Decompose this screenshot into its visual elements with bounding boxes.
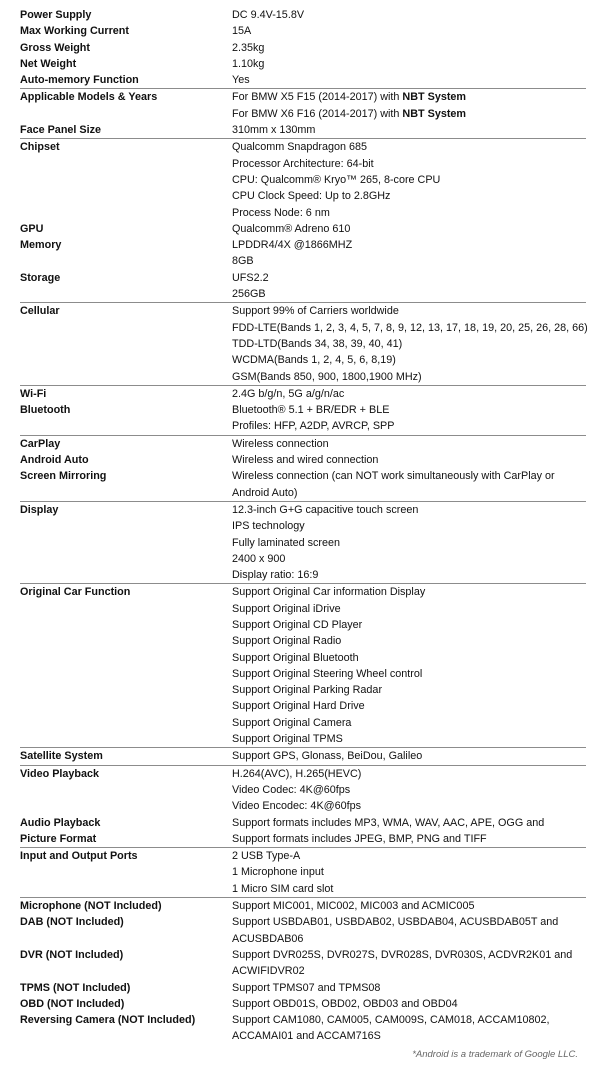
spec-value: 2400 x 900 xyxy=(232,552,286,565)
spec-label: Reversing Camera (NOT Included) xyxy=(20,1014,196,1027)
spec-value-cell xyxy=(232,7,586,23)
spec-row-android-auto xyxy=(20,452,586,468)
spec-label: Net Weight xyxy=(20,57,77,70)
spec-value: 12.3-inch G+G capacitive touch screen xyxy=(232,503,419,516)
spec-value xyxy=(232,106,586,122)
spec-value: Processor Architecture: 64-bit xyxy=(232,157,374,170)
spec-row-face-panel-size xyxy=(20,122,586,138)
spec-value: Qualcomm Snapdragon 685 xyxy=(232,141,368,154)
spec-value: 15A xyxy=(232,25,252,38)
spec-value: Yes xyxy=(232,74,250,87)
spec-value: Support Original TPMS xyxy=(232,733,343,746)
spec-value-cell xyxy=(232,848,586,897)
spec-label: Chipset xyxy=(20,141,60,154)
spec-value-cell xyxy=(232,89,586,122)
spec-label-cell xyxy=(20,7,232,23)
spec-value: Qualcomm® Adreno 610 xyxy=(232,222,351,235)
spec-value: Process Node: 6 nm xyxy=(232,206,330,219)
spec-value: FDD-LTE(Bands 1, 2, 3, 4, 5, 7, 8, 9, 12, 13, 17, 18, 19, 20, 25, 26, 28, 66) xyxy=(232,321,588,334)
spec-value: 1 Micro SIM card slot xyxy=(232,882,334,895)
spec-label: Memory xyxy=(20,239,62,252)
spec-value-cell xyxy=(232,914,586,947)
spec-value: 310mm x 130mm xyxy=(232,124,316,137)
spec-row-dab-not-included xyxy=(20,914,586,947)
spec-row-obd-not-included xyxy=(20,996,586,1012)
spec-value-cell xyxy=(232,980,586,996)
spec-value-cell xyxy=(232,122,586,138)
spec-row-original-car-function xyxy=(20,583,586,747)
spec-row-input-and-output-ports xyxy=(20,847,586,897)
spec-row-net-weight xyxy=(20,56,586,72)
spec-row-auto-memory-function xyxy=(20,72,586,88)
spec-label: CarPlay xyxy=(20,437,61,450)
spec-value: Wireless and wired connection xyxy=(232,454,379,467)
spec-label: Wi-Fi xyxy=(20,387,47,400)
spec-value: Bluetooth® 5.1 + BR/EDR + BLE xyxy=(232,404,390,417)
spec-value-cell xyxy=(232,221,586,237)
spec-label-cell xyxy=(20,766,232,815)
spec-value: ACWIFIDVR02 xyxy=(232,965,305,978)
spec-value-cell xyxy=(232,40,586,56)
spec-value-cell xyxy=(232,502,586,583)
spec-label-cell xyxy=(20,980,232,996)
spec-value: Fully laminated screen xyxy=(232,536,341,549)
spec-label-cell xyxy=(20,748,232,764)
spec-value-cell xyxy=(232,584,586,747)
spec-row-satellite-system xyxy=(20,747,586,764)
spec-value: WCDMA(Bands 1, 2, 4, 5, 6, 8,19) xyxy=(232,354,396,367)
spec-row-bluetooth xyxy=(20,402,586,435)
spec-label-cell xyxy=(20,56,232,72)
spec-label-cell xyxy=(20,303,232,384)
spec-label-cell xyxy=(20,898,232,914)
spec-label: TPMS (NOT Included) xyxy=(20,981,131,994)
spec-label: Android Auto xyxy=(20,454,89,467)
spec-row-applicable-models-years xyxy=(20,88,586,122)
spec-value-emphasis: NBT System xyxy=(402,107,467,120)
spec-label-cell xyxy=(20,584,232,747)
spec-row-tpms-not-included xyxy=(20,980,586,996)
spec-value: Video Encodec: 4K@60fps xyxy=(232,800,362,813)
spec-value-cell xyxy=(232,815,586,831)
spec-label: Display xyxy=(20,503,59,516)
spec-value: Wireless connection (can NOT work simultaneously with CarPlay or xyxy=(232,470,555,483)
spec-label-cell xyxy=(20,139,232,220)
spec-row-gross-weight xyxy=(20,40,586,56)
spec-label: Cellular xyxy=(20,305,60,318)
spec-label: Picture Format xyxy=(20,832,97,845)
spec-value-cell xyxy=(232,468,586,501)
spec-row-reversing-camera-not-included xyxy=(20,1012,586,1045)
spec-label-cell xyxy=(20,468,232,501)
spec-value-cell xyxy=(232,303,588,384)
spec-label-cell xyxy=(20,452,232,468)
spec-value-cell xyxy=(232,72,586,88)
spec-value: Support DVR025S, DVR027S, DVR028S, DVR030S, ACDVR2K01 and xyxy=(232,948,573,961)
spec-label-cell xyxy=(20,996,232,1012)
spec-value: Support CAM1080, CAM005, CAM009S, CAM018, ACCAM10802, xyxy=(232,1014,550,1027)
spec-label: Video Playback xyxy=(20,767,100,780)
spec-value: 8GB xyxy=(232,255,254,268)
spec-label: Screen Mirroring xyxy=(20,470,107,483)
spec-row-dvr-not-included xyxy=(20,947,586,980)
spec-value: Support Original Steering Wheel control xyxy=(232,667,423,680)
spec-value: Support USBDAB01, USBDAB02, USBDAB04, ACUSBDAB05T and xyxy=(232,916,559,929)
spec-label: GPU xyxy=(20,222,44,235)
spec-value-text: For BMW X6 F16 (2014-2017) with xyxy=(232,107,403,120)
spec-value: Support Original Car information Display xyxy=(232,586,426,599)
spec-value-cell xyxy=(232,452,586,468)
spec-label: Auto-memory Function xyxy=(20,74,139,87)
spec-value: Support 99% of Carriers worldwide xyxy=(232,305,399,318)
spec-value: H.264(AVC), H.265(HEVC) xyxy=(232,767,362,780)
spec-label: Face Panel Size xyxy=(20,124,102,137)
spec-value-cell xyxy=(232,237,586,270)
spec-value: LPDDR4/4X @1866MHZ xyxy=(232,239,353,252)
spec-value: 2.35kg xyxy=(232,41,265,54)
spec-row-storage xyxy=(20,270,586,303)
spec-value: Support MIC001, MIC002, MIC003 and ACMIC005 xyxy=(232,900,475,913)
spec-value-cell xyxy=(232,56,586,72)
spec-value: DC 9.4V-15.8V xyxy=(232,9,305,21)
spec-value: Support formats includes MP3, WMA, WAV, AAC, APE, OGG and xyxy=(232,816,545,829)
spec-value: TDD-LTD(Bands 34, 38, 39, 40, 41) xyxy=(232,337,403,350)
spec-value xyxy=(232,89,586,105)
spec-row-cellular xyxy=(20,302,586,384)
spec-value: Wireless connection xyxy=(232,437,329,450)
spec-value-cell xyxy=(232,402,586,435)
spec-value: Support Original Camera xyxy=(232,716,352,729)
spec-value-cell xyxy=(232,947,586,980)
spec-row-carplay xyxy=(20,435,586,452)
spec-value: IPS technology xyxy=(232,520,305,533)
spec-value-cell xyxy=(232,23,586,39)
spec-value: Support Original iDrive xyxy=(232,602,341,615)
spec-label-cell xyxy=(20,23,232,39)
spec-value: UFS2.2 xyxy=(232,271,269,284)
spec-label: DVR (NOT Included) xyxy=(20,948,124,961)
spec-value-text: For BMW X5 F15 (2014-2017) with xyxy=(232,91,403,104)
spec-value-cell xyxy=(232,1012,586,1045)
spec-label-cell xyxy=(20,914,232,947)
spec-label-cell xyxy=(20,815,232,831)
spec-value: GSM(Bands 850, 900, 1800,1900 MHz) xyxy=(232,370,422,383)
spec-label: Storage xyxy=(20,271,61,284)
spec-label: Microphone (NOT Included) xyxy=(20,900,162,913)
spec-value: 256GB xyxy=(232,288,266,301)
spec-row-audio-playback xyxy=(20,815,586,831)
spec-label: Input and Output Ports xyxy=(20,850,138,863)
spec-value-cell xyxy=(232,766,586,815)
spec-value: Support formats includes JPEG, BMP, PNG and TIFF xyxy=(232,832,487,845)
spec-value: Video Codec: 4K@60fps xyxy=(232,783,351,796)
spec-value-cell xyxy=(232,748,586,764)
spec-value: Support GPS, Glonass, BeiDou, Galileo xyxy=(232,750,423,763)
spec-label-cell xyxy=(20,221,232,237)
spec-table xyxy=(20,7,586,1045)
spec-label-cell xyxy=(20,40,232,56)
spec-value-cell xyxy=(232,436,586,452)
spec-row-wi-fi xyxy=(20,385,586,402)
spec-value: Support Original CD Player xyxy=(232,618,363,631)
spec-value-cell xyxy=(232,386,586,402)
spec-label-cell xyxy=(20,72,232,88)
spec-label: Applicable Models & Years xyxy=(20,91,158,104)
spec-label-cell xyxy=(20,947,232,980)
spec-label-cell xyxy=(20,436,232,452)
spec-label: Gross Weight xyxy=(20,41,90,54)
spec-label-cell xyxy=(20,89,232,122)
spec-value: Profiles: HFP, A2DP, AVRCP, SPP xyxy=(232,420,395,433)
spec-value-cell xyxy=(232,831,586,847)
spec-label: Bluetooth xyxy=(20,404,71,417)
spec-value: 1.10kg xyxy=(232,57,265,70)
spec-value: CPU Clock Speed: Up to 2.8GHz xyxy=(232,190,391,203)
spec-row-video-playback xyxy=(20,765,586,815)
spec-value: Support Original Bluetooth xyxy=(232,651,359,664)
spec-value: 2 USB Type-A xyxy=(232,850,301,863)
spec-label-cell xyxy=(20,270,232,303)
spec-row-microphone-not-included xyxy=(20,897,586,914)
spec-label-cell xyxy=(20,848,232,897)
spec-value-cell xyxy=(232,139,586,220)
spec-value: CPU: Qualcomm® Kryo™ 265, 8-core CPU xyxy=(232,173,441,186)
spec-value: Android Auto) xyxy=(232,486,298,499)
spec-row-power-supply xyxy=(20,7,586,23)
spec-value: Support TPMS07 and TPMS08 xyxy=(232,981,381,994)
spec-value: 2.4G b/g/n, 5G a/g/n/ac xyxy=(232,387,345,400)
spec-value-cell xyxy=(232,898,586,914)
spec-label: Max Working Current xyxy=(20,25,129,38)
spec-value: 1 Microphone input xyxy=(232,866,324,879)
spec-row-display xyxy=(20,501,586,583)
spec-label-cell xyxy=(20,831,232,847)
spec-row-screen-mirroring xyxy=(20,468,586,501)
spec-value: Support Original Parking Radar xyxy=(232,684,383,697)
spec-value-cell xyxy=(232,270,586,303)
spec-label-cell xyxy=(20,502,232,583)
spec-label-cell xyxy=(20,402,232,435)
spec-row-gpu xyxy=(20,221,586,237)
spec-value: ACCAMAI01 and ACCAM716S xyxy=(232,1030,381,1043)
trademark-footnote: *Android is a trademark of Google LLC. xyxy=(412,1049,578,1060)
spec-label: Original Car Function xyxy=(20,586,131,599)
spec-label: Satellite System xyxy=(20,750,103,763)
spec-label-cell xyxy=(20,122,232,138)
spec-label-cell xyxy=(20,386,232,402)
spec-value: Display ratio: 16:9 xyxy=(232,569,319,582)
spec-value-emphasis: NBT System xyxy=(402,91,467,104)
spec-value: Support Original Hard Drive xyxy=(232,700,365,713)
spec-value: Support OBD01S, OBD02, OBD03 and OBD04 xyxy=(232,997,458,1010)
spec-label: Audio Playback xyxy=(20,816,101,829)
spec-value-cell xyxy=(232,996,586,1012)
spec-label-cell xyxy=(20,1012,232,1045)
spec-label-cell xyxy=(20,237,232,270)
spec-row-max-working-current xyxy=(20,23,586,39)
spec-row-picture-format xyxy=(20,831,586,847)
spec-row-memory xyxy=(20,237,586,270)
spec-label: DAB (NOT Included) xyxy=(20,916,124,929)
spec-label: OBD (NOT Included) xyxy=(20,997,125,1010)
spec-label: Power Supply xyxy=(20,9,92,21)
spec-value: ACUSBDAB06 xyxy=(232,932,304,945)
spec-row-chipset xyxy=(20,138,586,220)
spec-value: Support Original Radio xyxy=(232,635,342,648)
